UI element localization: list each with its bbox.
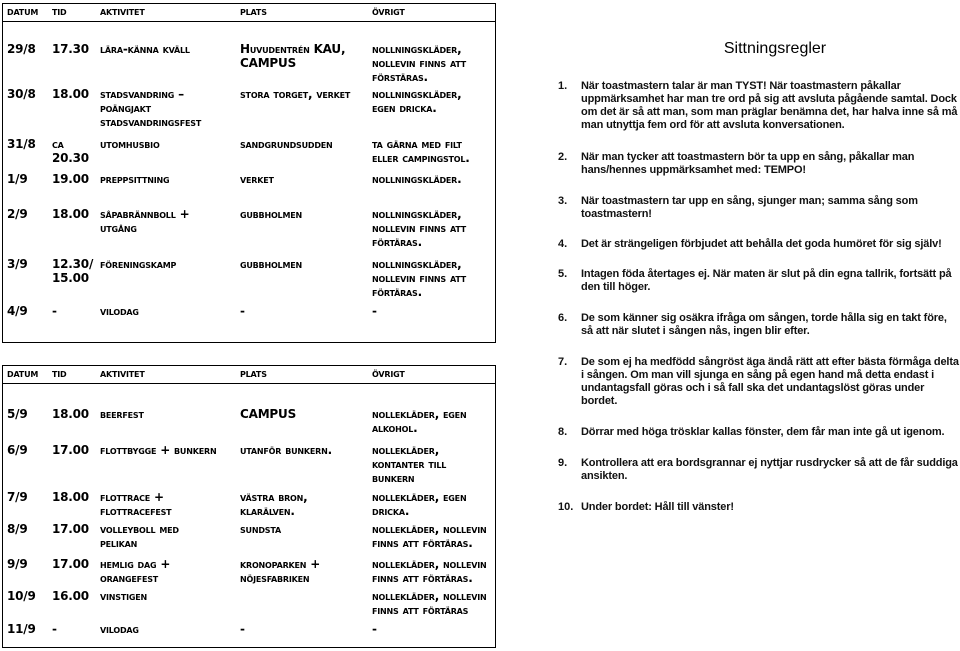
cell-place: gubbholmen (240, 257, 302, 271)
cell-time: 18.00 (52, 407, 89, 421)
rule-item (556, 151, 960, 177)
cell-time: 17.00 (52, 522, 89, 536)
cell-place: stora torget, verket (240, 87, 351, 101)
cell-note: nollningskläder. (372, 172, 462, 186)
cell-time: - (52, 622, 57, 636)
cell-activity: föreningskamp (100, 257, 177, 271)
header-time: tid (52, 4, 67, 18)
cell-note: nollekläder, egen dricka. (372, 490, 467, 518)
cell-date: 31/8 (7, 137, 36, 151)
rule-item (556, 268, 960, 294)
table-row (3, 407, 495, 443)
cell-note: nollekläder, nollevin finns att förtäras. (372, 557, 487, 585)
table-header (3, 4, 495, 22)
cell-date: 9/9 (7, 557, 28, 571)
cell-time: - (52, 304, 57, 318)
rule-item (556, 501, 960, 514)
table-row (3, 257, 495, 304)
cell-note: - (372, 304, 377, 318)
cell-place: gubbholmen (240, 207, 302, 221)
rule-number: 1. (558, 80, 568, 92)
cell-activity: vinstigen (100, 589, 147, 603)
header-date: datum (7, 4, 39, 18)
sittning-rules (556, 40, 960, 514)
table-row (3, 589, 495, 622)
cell-activity: beerfest (100, 407, 144, 421)
cell-note: nollekläder, egen alkohol. (372, 407, 467, 435)
cell-date: 11/9 (7, 622, 36, 636)
cell-activity: vilodag (100, 304, 139, 318)
cell-activity: utomhusbio (100, 137, 160, 151)
cell-date: 29/8 (7, 42, 36, 56)
cell-date: 8/9 (7, 522, 28, 536)
cell-time: 16.00 (52, 589, 89, 603)
rule-number: 4. (558, 238, 568, 250)
cell-activity: hemlig dag + orangefest (100, 557, 171, 585)
rule-text: Det är strängeligen förbjudet att behålla det goda humöret för sig själv! (581, 238, 942, 250)
cell-place: utanför bunkern. (240, 443, 332, 457)
cell-activity: såpabrännboll + utgång (100, 207, 190, 235)
rule-number: 7. (558, 356, 568, 368)
cell-date: 3/9 (7, 257, 28, 271)
cell-activity: vilodag (100, 622, 139, 636)
table-row (3, 557, 495, 589)
cell-time: 17.00 (52, 557, 89, 571)
table-row (3, 172, 495, 207)
table-header (3, 366, 495, 384)
cell-time: 19.00 (52, 172, 89, 186)
cell-date: 5/9 (7, 407, 28, 421)
cell-date: 2/9 (7, 207, 28, 221)
cell-note: nollekläder, kontanter till bunkern (372, 443, 447, 485)
cell-place: verket (240, 172, 274, 186)
cell-time: 18.00 (52, 87, 89, 101)
rule-text: När toastmastern tar upp en sång, sjunger man; samma sång som toastmastern! (581, 195, 918, 220)
rule-item (556, 356, 960, 408)
table-row (3, 304, 495, 324)
rule-text: Under bordet: Håll till vänster! (581, 501, 734, 513)
header-activity: aktivitet (100, 4, 145, 18)
cell-place: kronoparken + nöjesfabriken (240, 557, 321, 585)
cell-activity: volleyboll med pelikan (100, 522, 179, 550)
header-note: övrigt (372, 4, 405, 18)
cell-note: nollningskläder, nollevin finns att förstäras. (372, 42, 467, 84)
rule-text: De som ej ha medfödd sångröst äga ändå rätt att efter bästa förmåga delta i sången. Om man vill sjunga en sång på egen hand må detta endast i undantagsfall göras och i så fall ska det undantagslöst göras under bordet. (581, 356, 959, 407)
rule-item (556, 426, 960, 439)
cell-activity: preppsittning (100, 172, 170, 186)
cell-note: - (372, 622, 377, 636)
rule-text: Kontrollera att era bordsgrannar ej nyttjar rusdrycker så att de får suddiga ansikten. (581, 457, 958, 482)
cell-time: ca 20.30 (52, 137, 89, 165)
cell-note: nollningskläder, nollevin finns att förtäras. (372, 207, 467, 249)
cell-place: sundsta (240, 522, 281, 536)
cell-activity: lära-känna kväll (100, 42, 190, 56)
table-row (3, 490, 495, 522)
cell-activity: flottbygge + bunkern (100, 443, 217, 457)
cell-note: nollningskläder, egen dricka. (372, 87, 462, 115)
cell-place: Huvudentrén KAU, CAMPUS (240, 42, 346, 70)
cell-time: 18.00 (52, 207, 89, 221)
rule-number: 2. (558, 151, 568, 163)
rule-item (556, 312, 960, 338)
cell-time: 18.00 (52, 490, 89, 504)
rule-number: 5. (558, 268, 568, 280)
rule-item (556, 457, 960, 483)
header-time: tid (52, 366, 67, 380)
header-place: plats (240, 4, 267, 18)
cell-date: 6/9 (7, 443, 28, 457)
table-row (3, 622, 495, 642)
table-row (3, 207, 495, 257)
table-row (3, 522, 495, 557)
table-row (3, 87, 495, 137)
cell-note: nollningskläder, nollevin finns att förtäras. (372, 257, 467, 299)
rule-number: 10. (558, 501, 574, 513)
rule-text: Intagen föda återtages ej. När maten är slut på din egna tallrik, fortsätt på den till höger. (581, 268, 952, 293)
rule-text: Dörrar med höga trösklar kallas fönster, dem får man inte gå ut igenom. (581, 426, 945, 438)
header-date: datum (7, 366, 39, 380)
rule-number: 9. (558, 457, 568, 469)
table-row (3, 443, 495, 490)
rule-number: 8. (558, 426, 568, 438)
cell-place: sandgrundsudden (240, 137, 333, 151)
cell-date: 7/9 (7, 490, 28, 504)
cell-note: ta gärna med filt eller campingstol. (372, 137, 470, 165)
cell-note: nollekläder, nollevin finns att förtäras. (372, 522, 487, 550)
cell-date: 10/9 (7, 589, 36, 603)
header-place: plats (240, 366, 267, 380)
rule-item (556, 238, 960, 251)
cell-place: västra bron, klarälven. (240, 490, 308, 518)
schedule-table-1 (2, 3, 496, 343)
header-note: övrigt (372, 366, 405, 380)
table-row (3, 42, 495, 87)
rule-number: 3. (558, 195, 568, 207)
rule-text: De som känner sig osäkra ifråga om sången, torde hålla sig en takt före, så att när slutet i sången nås, ingen blir efter. (581, 312, 947, 337)
cell-activity: flottrace + flottracefest (100, 490, 172, 518)
cell-date: 30/8 (7, 87, 36, 101)
schedule-table-2 (2, 365, 496, 648)
rules-title: Sittningsregler (723, 40, 827, 57)
rule-item (556, 80, 960, 132)
cell-place: - (240, 304, 245, 318)
table-row (3, 137, 495, 172)
cell-time: 12.30/ 15.00 (52, 257, 94, 285)
cell-place: - (240, 622, 245, 636)
cell-date: 4/9 (7, 304, 28, 318)
cell-note: nollekläder, nollevin finns att förtäras (372, 589, 487, 617)
cell-time: 17.00 (52, 443, 89, 457)
cell-date: 1/9 (7, 172, 28, 186)
cell-activity: stadsvandring – poängjakt stadsvandringsfest (100, 87, 202, 129)
rule-text: När man tycker att toastmastern bör ta upp en sång, påkallar man hans/hennes uppmärksamhet med: TEMPO! (581, 151, 915, 176)
cell-place: CAMPUS (240, 407, 297, 421)
cell-time: 17.30 (52, 42, 89, 56)
rule-item (556, 195, 960, 221)
rule-text: När toastmastern talar är man TYST! När toastmastern påkallar uppmärksamhet har man tre ord på sig att avsluta pågående samtal. Dock om det är så att man, som man präglar benämna det, har halva inne så må man utnyttja fem ord för att avsluta konversationen. (581, 80, 958, 131)
rule-number: 6. (558, 312, 568, 324)
header-activity: aktivitet (100, 366, 145, 380)
